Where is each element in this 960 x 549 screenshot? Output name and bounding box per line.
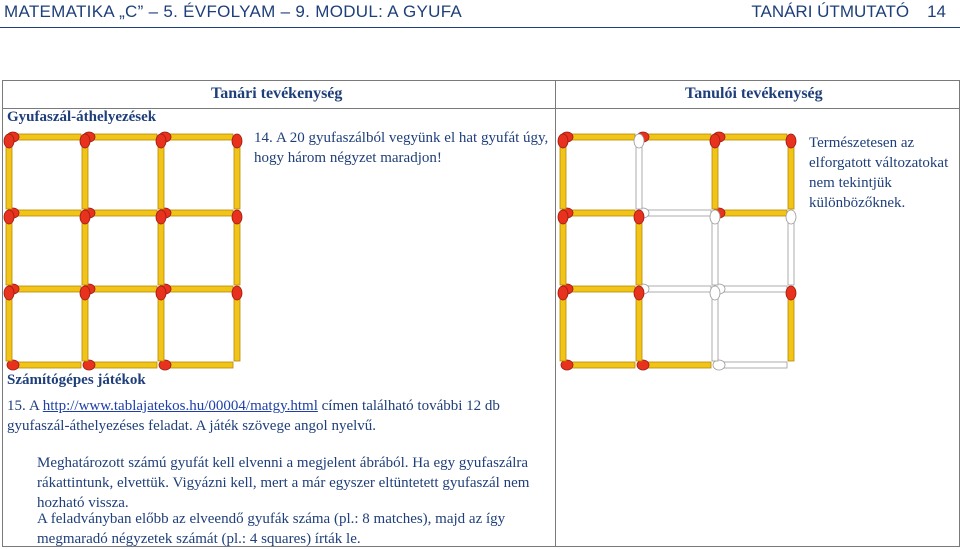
full-grid-stick-v11 (80, 210, 90, 285)
solution-grid-stick-h31 (637, 360, 711, 370)
section-title-computer-games: Számítógépes játékok (7, 372, 146, 388)
solution-grid-stick-v31 (786, 210, 796, 285)
solution-grid-stick-v21 (710, 210, 720, 285)
full-grid-stick-v31 (232, 210, 242, 285)
section-title-matchstick-moves: Gyufaszál-áthelyezések (7, 109, 157, 125)
full-grid-stick-v30 (232, 134, 242, 209)
full-grid-stick-h01 (83, 132, 157, 142)
solution-grid-stick-h20 (561, 284, 635, 294)
solution-grid-stick-h21 (637, 284, 711, 294)
solution-grid-stick-v20 (710, 134, 720, 209)
full-grid-stick-v21 (156, 210, 166, 285)
full-grid-stick-h21 (83, 284, 157, 294)
student-column-title: Tanulói tevékenység (685, 85, 823, 102)
solution-grid-stick-v22 (710, 286, 720, 361)
solution-grid-stick-h11 (637, 208, 711, 218)
full-grid-stick-v22 (156, 286, 166, 361)
solution-grid-stick-v01 (558, 210, 568, 285)
full-grid-stick-v20 (156, 134, 166, 209)
full-grid-stick-h12 (159, 208, 233, 218)
full-grid-stick-h10 (7, 208, 81, 218)
solution-grid-stick-v32 (786, 286, 796, 361)
full-grid-stick-h30 (7, 360, 81, 370)
solution-grid-stick-v00 (558, 134, 568, 209)
solution-grid-stick-h32 (713, 360, 787, 370)
solution-grid-stick-h01 (637, 132, 711, 142)
full-grid-stick-h02 (159, 132, 233, 142)
game-link[interactable]: http://www.tablajatekos.hu/00004/matgy.html (42, 398, 318, 414)
full-grid-stick-h22 (159, 284, 233, 294)
full-grid-stick-v01 (4, 210, 14, 285)
task-14-number: 14. (254, 130, 273, 146)
full-grid-stick-v12 (80, 286, 90, 361)
solution-grid-stick-h22 (713, 284, 787, 294)
task-15-prefix: A (29, 398, 40, 414)
solution-grid-stick-h02 (713, 132, 787, 142)
solution-grid-stick-h10 (561, 208, 635, 218)
solution-grid-stick-h30 (561, 360, 635, 370)
full-grid-stick-v02 (4, 286, 14, 361)
header-module-title: MATEMATIKA „C” – 5. ÉVFOLYAM – 9. MODUL: A GYUFA (4, 2, 463, 21)
solution-grid-stick-v02 (558, 286, 568, 361)
solution-grid-stick-v11 (634, 210, 644, 285)
full-grid-stick-h11 (83, 208, 157, 218)
header-guide-label: TANÁRI ÚTMUTATÓ (751, 2, 910, 21)
full-grid-stick-h00 (7, 132, 81, 142)
solution-grid-stick-v12 (634, 286, 644, 361)
solution-grid-stick-h00 (561, 132, 635, 142)
full-grid-stick-v32 (232, 286, 242, 361)
full-grid-stick-h32 (159, 360, 233, 370)
solution-grid-stick-v30 (786, 134, 796, 209)
full-grid-stick-v10 (80, 134, 90, 209)
task-15-number: 15. (7, 398, 26, 414)
solution-grid-stick-v10 (634, 134, 644, 209)
full-grid-stick-h31 (83, 360, 157, 370)
solution-grid-stick-h12 (713, 208, 787, 218)
task-14-text: A 20 gyufaszálból vegyünk el hat gyufát úgy, hogy három négyzet maradjon! (254, 130, 549, 166)
full-grid-stick-h20 (7, 284, 81, 294)
task-15-notation: A feladványban előbb az elveendő gyufák száma (pl.: 8 matches), majd az így megmaradó négyzetek számát (pl.: 4 squares) írták le. (37, 511, 506, 547)
student-note: Természetesen az elforgatott változatokat nem tekintjük különbözőknek. (809, 135, 949, 211)
page-number: 14 (927, 2, 946, 21)
teacher-column-title: Tanári tevékenység (211, 85, 343, 102)
task-15-line1: címen található további 12 db gyufaszál-áthelyezéses feladat. A játék szövege angol nyelvű. (7, 398, 500, 434)
task-15 (7, 396, 555, 436)
full-grid-stick-v00 (4, 134, 14, 209)
task-15-instructions: Meghatározott számú gyufát kell elvenni a megjelent ábrából. Ha egy gyufaszálra rákattintunk, elvettük. Vigyázni kell, mert a már egyszer eltüntetett gyufaszál nem hozható vissza. (37, 455, 530, 511)
